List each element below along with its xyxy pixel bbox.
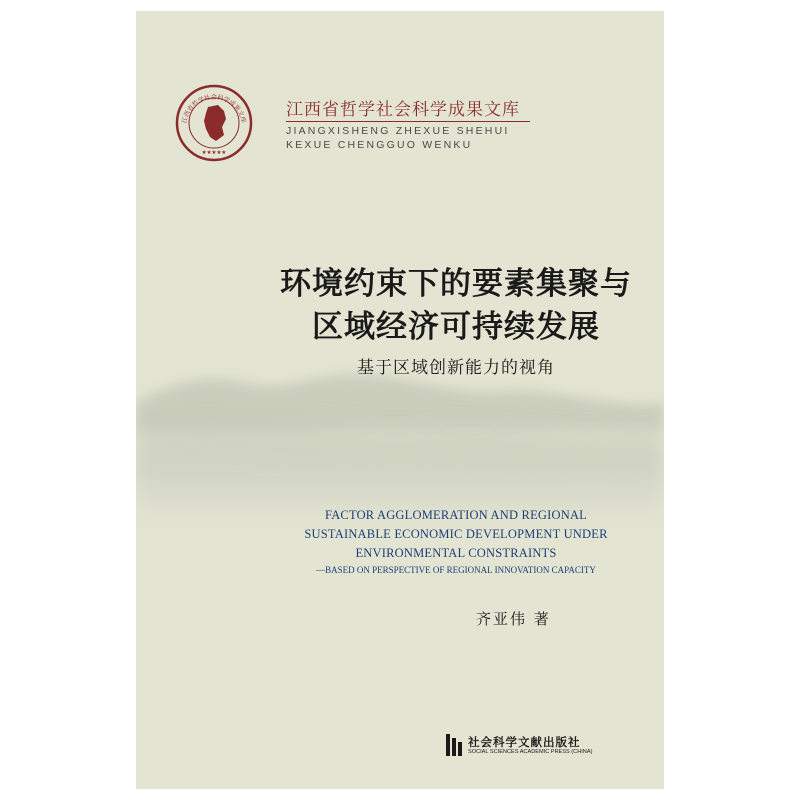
series-name-pinyin-line1: JIANGXISHENG ZHEXUE SHEHUI: [286, 125, 510, 137]
series-name-pinyin-line2: KEXUE CHENGGUO WENKU: [286, 139, 473, 151]
publisher-logo-icon: [446, 734, 462, 756]
book-title-line1: 环境约束下的要素集聚与: [280, 266, 632, 302]
series-seal-logo: [174, 83, 254, 163]
publisher-name-chinese: 社会科学文献出版社: [468, 735, 581, 749]
series-name-chinese: 江西省哲学社会科学成果文库: [286, 100, 520, 120]
publisher-mark: [446, 734, 656, 758]
english-title-line1: FACTOR AGGLOMERATION AND REGIONAL: [324, 508, 588, 522]
seal-stars: ★★★★★: [201, 150, 227, 156]
english-subtitle: —BASED ON PERSPECTIVE OF REGIONAL INNOVATION CAPACITY: [316, 565, 596, 575]
book-cover: [136, 11, 664, 789]
book-subtitle: 基于区域创新能力的视角: [357, 358, 555, 378]
series-header: [174, 83, 634, 173]
book-title-line2: 区域经济可持续发展: [312, 309, 600, 345]
seal-ring-text: 江西省哲学社会科学成果文库: [181, 93, 247, 124]
author-credit: 齐亚伟 著: [476, 610, 551, 628]
english-title-line3: ENVIRONMENTAL CONSTRAINTS: [355, 546, 557, 560]
english-title-block: [256, 506, 656, 577]
english-title-line2: SUSTAINABLE ECONOMIC DEVELOPMENT UNDER: [304, 527, 608, 541]
publisher-name-english: SOCIAL SCIENCES ACADEMIC PRESS (CHINA): [468, 749, 593, 755]
series-divider: [286, 121, 530, 122]
